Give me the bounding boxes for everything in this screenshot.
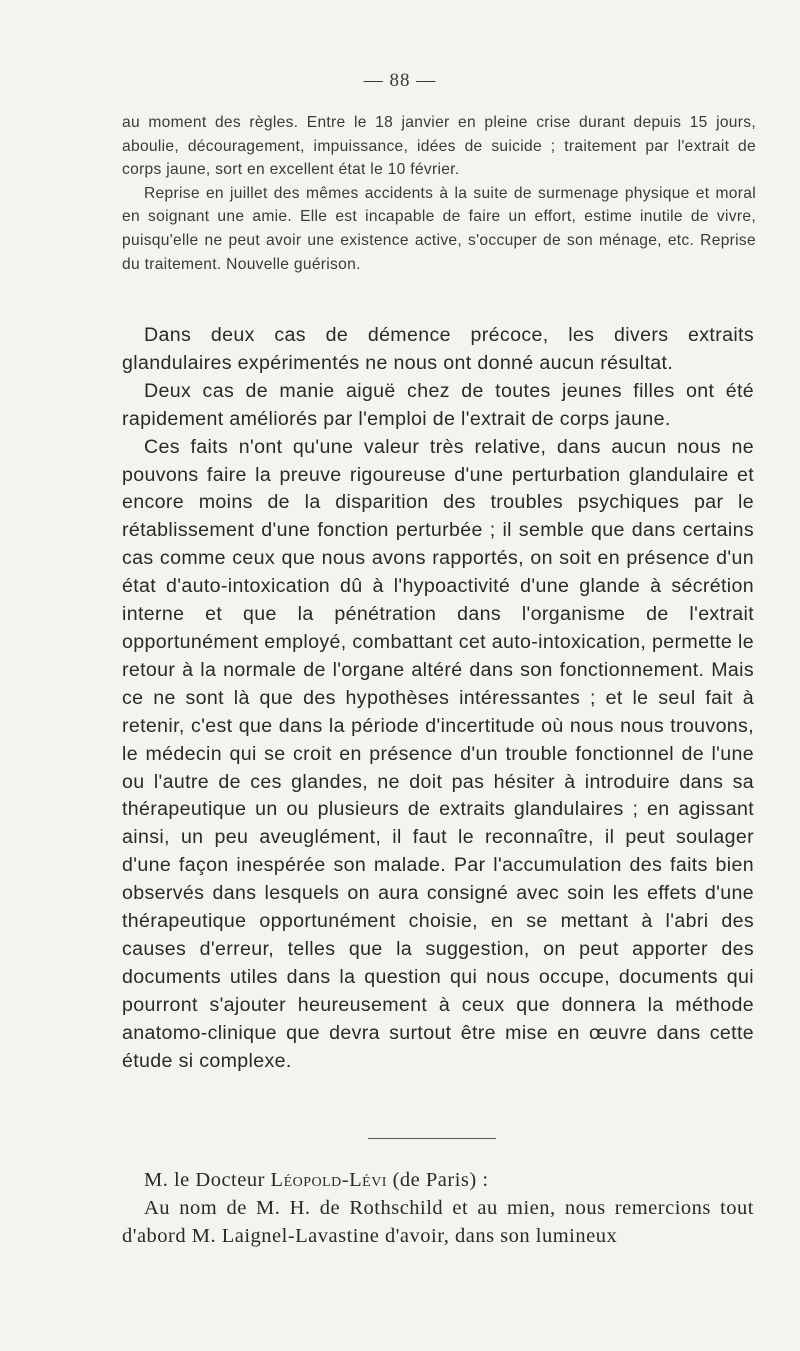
main-text — [122, 322, 754, 1075]
page-number: — 88 — — [363, 70, 437, 91]
speaker-suffix: (de Paris) : — [386, 1169, 489, 1191]
next-speaker-section — [122, 1166, 754, 1250]
case-paragraph: au moment des règles. Entre le 18 janvier en pleine crise durant depuis 15 jours, aboulie, découragement, impuissance, idées de suicide ; traitement par l'extrait de corps jaune, sort en excellent état le 10 février. — [122, 114, 756, 179]
case-paragraph: Reprise en juillet des mêmes accidents à la suite de surmenage physique et moral en soignant une amie. Elle est incapable de faire un effort, estime inutile de vivre, puisqu'elle ne peut avoir une existence active, s'occuper de son ménage, etc. Reprise du traitement. Nouvelle guérison. — [122, 184, 756, 273]
section-divider — [368, 1138, 496, 1139]
case-report — [122, 111, 756, 276]
speaker-prefix: M. le Docteur — [144, 1169, 271, 1191]
body-paragraph: Au nom de M. H. de Rothschild et au mien, nous remercions tout d'abord M. Laignel-Lavastine d'avoir, dans son lumineux — [122, 1197, 754, 1247]
body-paragraph: Deux cas de manie aiguë chez de toutes jeunes filles ont été rapidement améliorés par l'emploi de l'extrait de corps jaune. — [122, 379, 754, 430]
speaker-name: Léopold-Lévi — [270, 1169, 387, 1191]
speaker-heading — [122, 1166, 754, 1194]
body-paragraph: Ces faits n'ont qu'une valeur très relative, dans aucun nous ne pouvons faire la preuve rigoureuse d'une perturbation glandulaire et encore moins de la disparition des troubles psychiques par le rétablissement d'une fonction perturbée ; il semble que dans certains cas comme ceux que nous avons rapportés, on soit en présence d'un état d'auto-intoxication dû à l'hypoactivité d'une glande à sécrétion interne et que la pénétration dans l'organisme de l'extrait opportunément employé, combattant cet auto-intoxication, permette le retour à la normale de l'organe altéré dans son fonctionnement. Mais ce ne sont là que des hypothèses intéressantes ; et le seul fait à retenir, c'est que dans la période d'incertitude où nous nous trouvons, le médecin qui se croit en présence d'un trouble fonctionnel de l'une ou l'autre de ces glandes, ne doit pas hésiter à introduire dans sa thérapeutique un ou plusieurs de extraits glandulaires ; en agissant ainsi, un peu aveuglément, il faut le reconnaître, il peut soulager d'une façon inespérée son malade. Par l'accumulation des faits bien observés dans lesquels on aura consigné avec soin les effets d'une thérapeutique opportunément choisie, en se mettant à l'abri des causes d'erreur, telles que la suggestion, on peut apporter des documents utiles dans la question qui nous occupe, documents qui pourront s'ajouter heureusement à ceux que donnera la méthode anatomo-clinique que devra surtout être mise en œuvre dans cette étude si complexe. — [122, 435, 754, 1072]
body-paragraph: Dans deux cas de démence précoce, les divers extraits glandulaires expérimentés ne nous ont donné aucun résultat. — [122, 324, 754, 374]
